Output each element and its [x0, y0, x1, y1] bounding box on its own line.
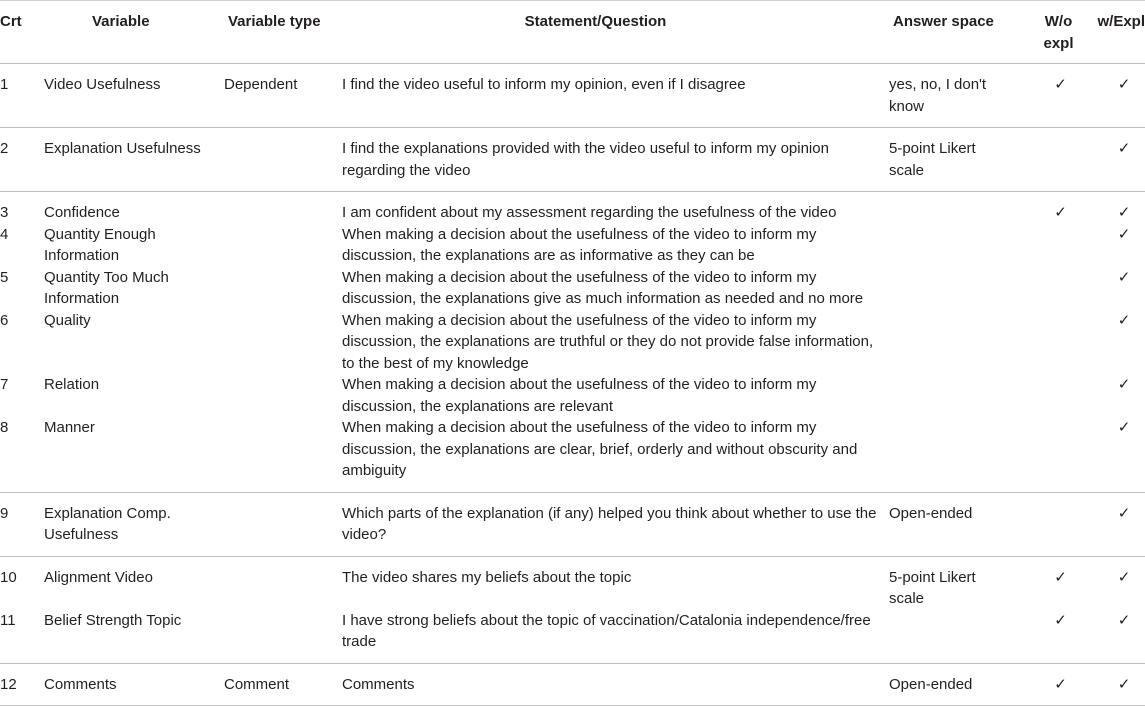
row-wo-expl-check: ✓: [1054, 568, 1067, 586]
row-variable: Quantity Enough Information: [44, 225, 156, 264]
table-row: [0, 192, 1145, 224]
row-w-expl-check: ✓: [1089, 128, 1145, 192]
table-row: [0, 374, 1145, 417]
row-crt: 6: [0, 311, 9, 329]
row-statement: Which parts of the explanation (if any) helped you think about whether to use the video?: [342, 492, 889, 556]
header-variable-type: Variable type: [224, 1, 342, 64]
row-variable-type: [224, 192, 342, 224]
row-variable: Confidence: [44, 204, 120, 221]
row-variable-type: [224, 556, 342, 610]
row-wo-expl-check: [1010, 224, 1089, 267]
row-variable-type: [224, 224, 342, 267]
row-w-expl-check: ✓: [1117, 225, 1131, 243]
table-row: [0, 267, 1145, 310]
row-crt: 9: [0, 492, 44, 556]
row-variable: Video Usefulness: [44, 64, 224, 128]
table-row: [0, 128, 1145, 192]
row-variable: Relation: [44, 376, 100, 393]
row-w-expl-check: ✓: [1117, 568, 1131, 586]
row-answer-space: [889, 192, 1010, 224]
row-variable-type: [224, 417, 342, 492]
header-w-expl: w/Expl: [1089, 1, 1145, 64]
row-crt: 4: [0, 225, 9, 243]
row-wo-expl-check: [1010, 374, 1089, 417]
row-statement: When making a decision about the usefulness of the video to inform my discussion, the explanations are as informative as they can be: [342, 225, 817, 264]
row-variable: Quantity Too Much Information: [44, 268, 169, 307]
row-answer-space: [889, 310, 1010, 375]
table-row: [0, 492, 1145, 556]
row-answer-space: [889, 374, 1010, 417]
row-variable: Explanation Usefulness: [44, 128, 224, 192]
row-variable: Manner: [44, 417, 224, 492]
row-crt: 12: [0, 663, 44, 706]
row-statement: I find the explanations provided with the video useful to inform my opinion regarding the video: [342, 128, 889, 192]
row-variable: Comments: [44, 663, 224, 706]
row-variable-type: [224, 310, 342, 375]
table-row: [0, 64, 1145, 128]
row-wo-expl-check: ✓: [1010, 64, 1089, 128]
row-variable-type: [224, 610, 342, 664]
row-statement: When making a decision about the usefulness of the video to inform my discussion, the explanations are truthful or they do not provide false information, to the best of my knowledge: [342, 311, 874, 372]
row-w-expl-check: ✓: [1089, 663, 1145, 706]
row-w-expl-check: ✓: [1117, 268, 1131, 286]
row-w-expl-check: ✓: [1089, 64, 1145, 128]
row-crt: 2: [0, 128, 44, 192]
header-variable: Variable: [44, 1, 224, 64]
row-variable-type: Dependent: [224, 64, 342, 128]
header-wo-expl: W/o expl: [1010, 1, 1089, 64]
row-w-expl-check: ✓: [1089, 417, 1145, 492]
row-crt: 3: [0, 204, 9, 221]
table-row: [0, 663, 1145, 706]
row-crt: 10: [0, 568, 17, 586]
row-statement: When making a decision about the usefulness of the video to inform my discussion, the explanations are relevant: [342, 376, 817, 415]
row-variable: Belief Strength Topic: [44, 610, 224, 664]
row-wo-expl-check: [1010, 417, 1089, 492]
row-wo-expl-check: [1010, 267, 1089, 310]
row-statement: When making a decision about the usefulness of the video to inform my discussion, the explanations are clear, brief, orderly and without obscurity and ambiguity: [342, 417, 889, 492]
table-row: [0, 556, 1145, 610]
row-answer-space: Open-ended: [889, 492, 1010, 556]
row-wo-expl-check: ✓: [1010, 663, 1089, 706]
row-crt: 5: [0, 268, 9, 286]
row-wo-expl-check: [1010, 128, 1089, 192]
header-statement: Statement/Question: [342, 1, 889, 64]
table-row: [0, 224, 1145, 267]
row-statement: When making a decision about the usefulness of the video to inform my discussion, the explanations give as much information as needed and no more: [342, 268, 864, 307]
row-variable: Alignment Video: [44, 568, 153, 586]
row-variable-type: Comment: [224, 663, 342, 706]
row-variable-type: [224, 267, 342, 310]
row-answer-space: 5-point Likert scale: [889, 568, 976, 607]
row-variable: Explanation Comp. Usefulness: [44, 492, 224, 556]
row-wo-expl-check: ✓: [1010, 610, 1089, 664]
row-wo-expl-check: ✓: [1054, 204, 1067, 221]
row-answer-space: [889, 610, 1010, 664]
row-answer-space: Open-ended: [889, 663, 1010, 706]
row-crt: 8: [0, 417, 44, 492]
row-answer-space: [889, 417, 1010, 492]
row-variable: Quality: [44, 311, 91, 329]
row-crt: 1: [0, 64, 44, 128]
table-row: [0, 610, 1145, 664]
row-statement: I find the video useful to inform my opinion, even if I disagree: [342, 64, 889, 128]
row-answer-space: 5-point Likert scale: [889, 128, 1010, 192]
row-answer-space: [889, 224, 1010, 267]
row-variable-type: [224, 492, 342, 556]
row-w-expl-check: ✓: [1089, 492, 1145, 556]
row-statement: Comments: [342, 663, 889, 706]
table-header-row: [0, 1, 1145, 64]
row-statement: I have strong beliefs about the topic of vaccination/Catalonia independence/free trade: [342, 610, 889, 664]
row-statement: The video shares my beliefs about the topic: [342, 568, 632, 586]
row-w-expl-check: ✓: [1089, 610, 1145, 664]
row-variable-type: [224, 374, 342, 417]
row-answer-space: yes, no, I don't know: [889, 64, 1010, 128]
row-answer-space: [889, 267, 1010, 310]
row-w-expl-check: ✓: [1117, 204, 1131, 221]
table-row: [0, 417, 1145, 492]
row-w-expl-check: ✓: [1117, 311, 1131, 329]
row-statement: I am confident about my assessment regarding the usefulness of the video: [342, 204, 837, 221]
row-wo-expl-check: [1010, 492, 1089, 556]
header-answer-space: Answer space: [889, 1, 1010, 64]
table-row: [0, 310, 1145, 375]
row-variable-type: [224, 128, 342, 192]
header-crt: Crt: [0, 1, 44, 64]
row-wo-expl-check: [1010, 310, 1089, 375]
row-crt: 7: [0, 376, 9, 393]
row-crt: 11: [0, 610, 44, 664]
row-w-expl-check: ✓: [1117, 376, 1131, 393]
